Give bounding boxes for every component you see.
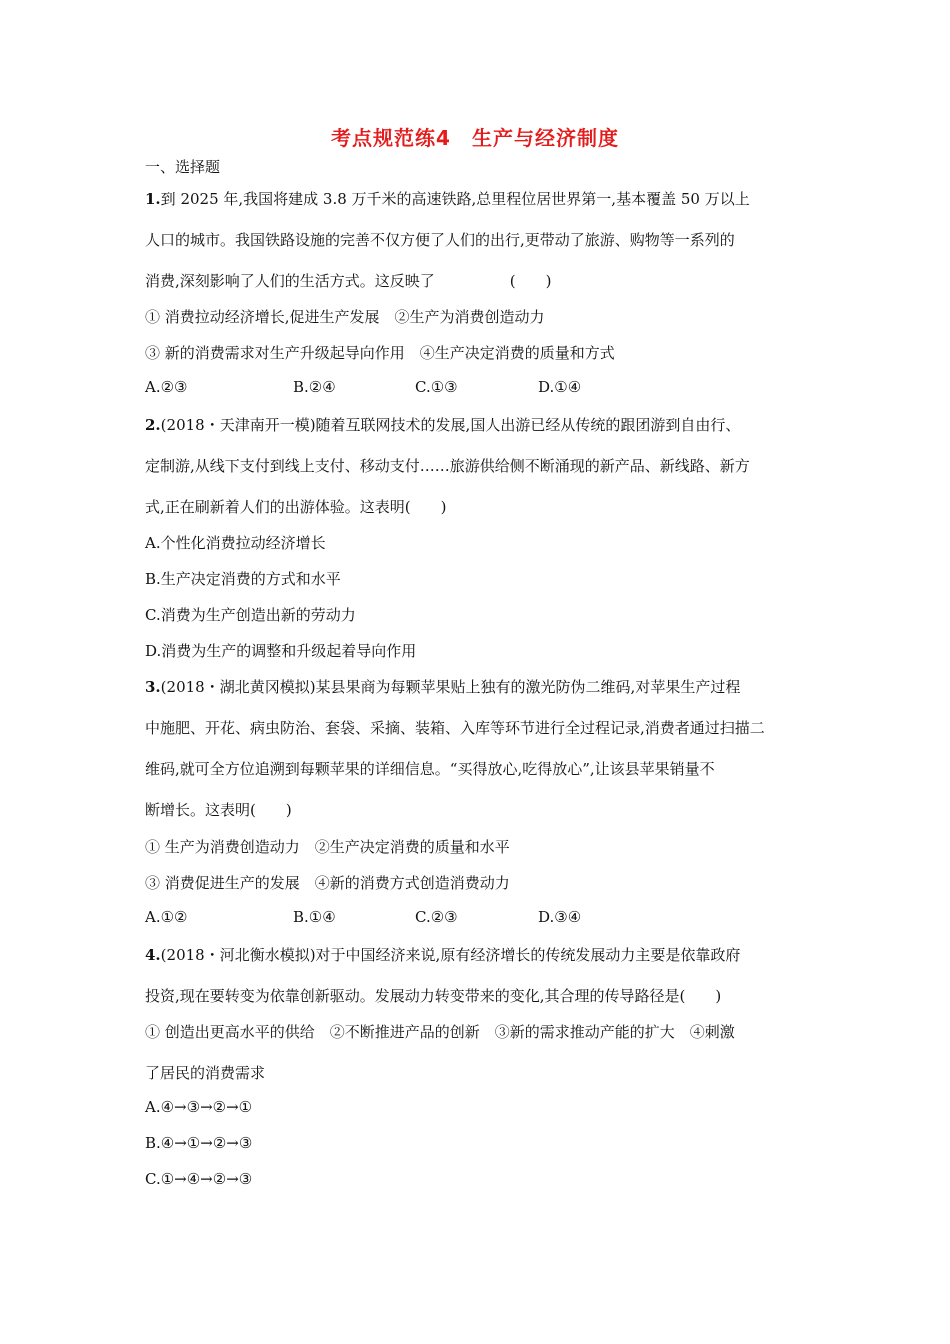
q3-number: 3.	[145, 678, 161, 696]
section-heading: 一、选择题	[145, 158, 221, 176]
page-title: 考点规范练4 生产与经济制度	[331, 126, 619, 150]
q2-option-b[interactable]: B.生产决定消费的方式和水平	[145, 570, 341, 588]
q1-line-1: 1.到 2025 年,我国将建成 3.8 万千米的高速铁路,总里程位居世界第一,基本覆盖 50 万以上	[145, 190, 750, 208]
q4-option-a[interactable]: A.④→③→②→①	[145, 1098, 253, 1116]
q3-item-1: ① 生产为消费创造动力 ②生产决定消费的质量和水平	[145, 838, 510, 856]
q2-line-3: 式,正在刷新着人们的出游体验。这表明( )	[145, 498, 447, 516]
q3-line-2: 中施肥、开花、病虫防治、套袋、采摘、装箱、入库等环节进行全过程记录,消费者通过扫描二	[145, 719, 765, 737]
q3-option-d[interactable]: D.③④	[538, 908, 582, 926]
q2-option-c[interactable]: C.消费为生产创造出新的劳动力	[145, 606, 356, 624]
q2-option-a[interactable]: A.个性化消费拉动经济增长	[145, 534, 326, 552]
q4-line-2: 投资,现在要转变为依靠创新驱动。发展动力转变带来的变化,其合理的传导路径是( )	[145, 987, 722, 1005]
q1-item-1: ① 消费拉动经济增长,促进生产发展 ②生产为消费创造动力	[145, 308, 545, 326]
q3-option-a[interactable]: A.①②	[145, 908, 188, 926]
q1-option-a[interactable]: A.②③	[145, 378, 188, 396]
q4-number: 4.	[145, 946, 161, 964]
q3-line-4: 断增长。这表明( )	[145, 801, 292, 819]
q2-number: 2.	[145, 416, 161, 434]
q4-option-b[interactable]: B.④→①→②→③	[145, 1134, 253, 1152]
q2-line-2: 定制游,从线下支付到线上支付、移动支付……旅游供给侧不断涌现的新产品、新线路、新方	[145, 457, 750, 475]
q3-option-c[interactable]: C.②③	[415, 908, 458, 926]
q2-line-1: 2.(2018・天津南开一模)随着互联网技术的发展,国人出游已经从传统的跟团游到自由行、	[145, 416, 741, 434]
q3-line-1: 3.(2018・湖北黄冈模拟)某县果商为每颗苹果贴上独有的激光防伪二维码,对苹果生产过程	[145, 678, 741, 696]
q4-line-1: 4.(2018・河北衡水模拟)对于中国经济来说,原有经济增长的传统发展动力主要是依靠政府	[145, 946, 741, 964]
q2-option-d[interactable]: D.消费为生产的调整和升级起着导向作用	[145, 642, 417, 660]
q3-option-b[interactable]: B.①④	[293, 908, 336, 926]
q3-item-2: ③ 消费促进生产的发展 ④新的消费方式创造消费动力	[145, 874, 510, 892]
q1-line-2: 人口的城市。我国铁路设施的完善不仅方便了人们的出行,更带动了旅游、购物等一系列的	[145, 231, 735, 249]
q4-option-c[interactable]: C.①→④→②→③	[145, 1170, 253, 1188]
q1-option-b[interactable]: B.②④	[293, 378, 336, 396]
q4-item-2: 了居民的消费需求	[145, 1064, 266, 1082]
q1-number: 1.	[145, 190, 161, 208]
q3-line-3: 维码,就可全方位追溯到每颗苹果的详细信息。“买得放心,吃得放心”,让该县苹果销量不	[145, 760, 715, 778]
q1-option-c[interactable]: C.①③	[415, 378, 458, 396]
q4-item-1: ① 创造出更高水平的供给 ②不断推进产品的创新 ③新的需求推动产能的扩大 ④刺激	[145, 1023, 735, 1041]
q1-option-d[interactable]: D.①④	[538, 378, 582, 396]
q1-line-3: 消费,深刻影响了人们的生活方式。这反映了 ( )	[145, 272, 552, 290]
q1-item-2: ③ 新的消费需求对生产升级起导向作用 ④生产决定消费的质量和方式	[145, 344, 615, 362]
